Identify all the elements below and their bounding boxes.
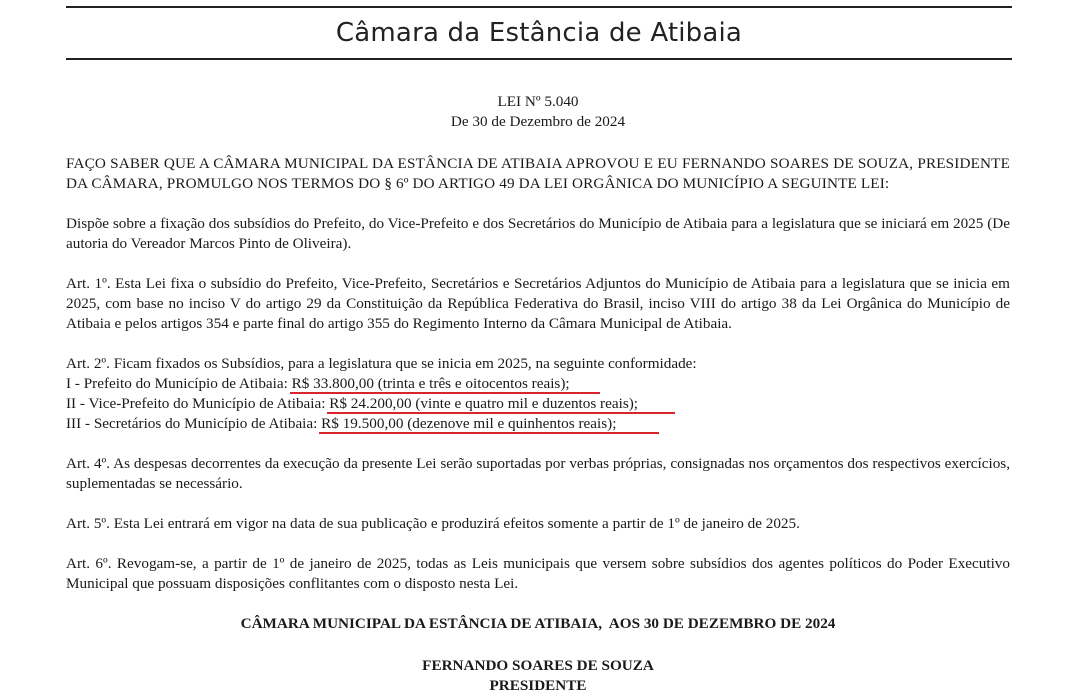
law-heading (66, 92, 1010, 132)
item-value-highlighted (329, 395, 638, 412)
law-document (66, 92, 1010, 696)
item-value-text: R$ 24.200,00 (vinte e quatro mil e duzentos reais); (329, 395, 639, 412)
article-2-item-2 (66, 394, 1010, 414)
article-2-item-3 (66, 414, 1010, 434)
law-number: LEI Nº 5.040 (497, 93, 579, 110)
newspaper-header (66, 6, 1012, 60)
signature-block (66, 614, 1010, 696)
item-value-text: R$ 33.800,00 (trinta e três e oitocentos reais); (291, 375, 570, 392)
red-underline-mark (290, 392, 600, 394)
preamble: FAÇO SABER QUE A CÂMARA MUNICIPAL DA ESTÂNCIA DE ATIBAIA APROVOU E EU FERNANDO SOARES DE SOUZA, PRESIDENTE DA CÂMARA, PROMULGO NOS TERMOS DO § 6º DO ARTIGO 49 DA LEI ORGÂNICA DO MUNICÍPIO A SEGUINTE LEI: (66, 155, 1010, 192)
article-2-intro: Art. 2º. Ficam fixados os Subsídios, para a legislatura que se inicia em 2025, na seguinte conformidade: (66, 355, 697, 372)
article-1: Art. 1º. Esta Lei fixa o subsídio do Prefeito, Vice-Prefeito, Secretários e Secretários Adjuntos do Município de Atibaia para a legislatura que se inicia em 2025, com base no inciso V do artigo 29 da Constituição da República Federativa do Brasil, inciso VIII do artigo 38 da Lei Orgânica do Município de Atibaia e pelos artigos 354 e parte final do artigo 355 do Regimento Interno da Câmara Municipal de Atibaia. (66, 275, 1010, 332)
item-value-text: R$ 19.500,00 (dezenove mil e quinhentos reais); (321, 415, 617, 432)
law-date: De 30 de Dezembro de 2024 (450, 113, 626, 130)
header-title: Câmara da Estância de Atibaia (335, 18, 743, 48)
article-2-item-1 (66, 374, 1010, 394)
red-underline-mark (327, 412, 675, 414)
signature-place-date: CÂMARA MUNICIPAL DA ESTÂNCIA DE ATIBAIA, AOS 30 DE DEZEMBRO DE 2024 (240, 615, 836, 632)
item-label: I - Prefeito do Município de Atibaia: (66, 375, 292, 392)
article-5: Art. 5º. Esta Lei entrará em vigor na data de sua publicação e produzirá efeitos somente a partir de 1º de janeiro de 2025. (66, 515, 800, 532)
red-underline-mark (319, 432, 659, 434)
law-summary: Dispõe sobre a fixação dos subsídios do Prefeito, do Vice-Prefeito e dos Secretários do Município de Atibaia para a legislatura que se iniciará em 2025 (De autoria do Vereador Marcos Pinto de Oliveira). (66, 215, 1010, 252)
item-label: III - Secretários do Município de Atibaia: (66, 415, 322, 432)
item-value-highlighted (321, 415, 616, 432)
article-4: Art. 4º. As despesas decorrentes da execução da presente Lei serão suportadas por verbas próprias, consignadas nos orçamentos dos respectivos exercícios, suplementadas se necessário. (66, 455, 1010, 492)
article-2 (66, 354, 1010, 434)
item-value-highlighted (292, 375, 570, 392)
item-label: II - Vice-Prefeito do Município de Atibaia: (66, 395, 330, 412)
signature-name: FERNANDO SOARES DE SOUZA (422, 657, 654, 674)
article-6: Art. 6º. Revogam-se, a partir de 1º de janeiro de 2025, todas as Leis municipais que versem sobre subsídios dos agentes políticos do Poder Executivo Municipal que possuam disposições conflitantes com o disposto nesta Lei. (66, 555, 1010, 592)
signature-role: PRESIDENTE (489, 677, 587, 694)
